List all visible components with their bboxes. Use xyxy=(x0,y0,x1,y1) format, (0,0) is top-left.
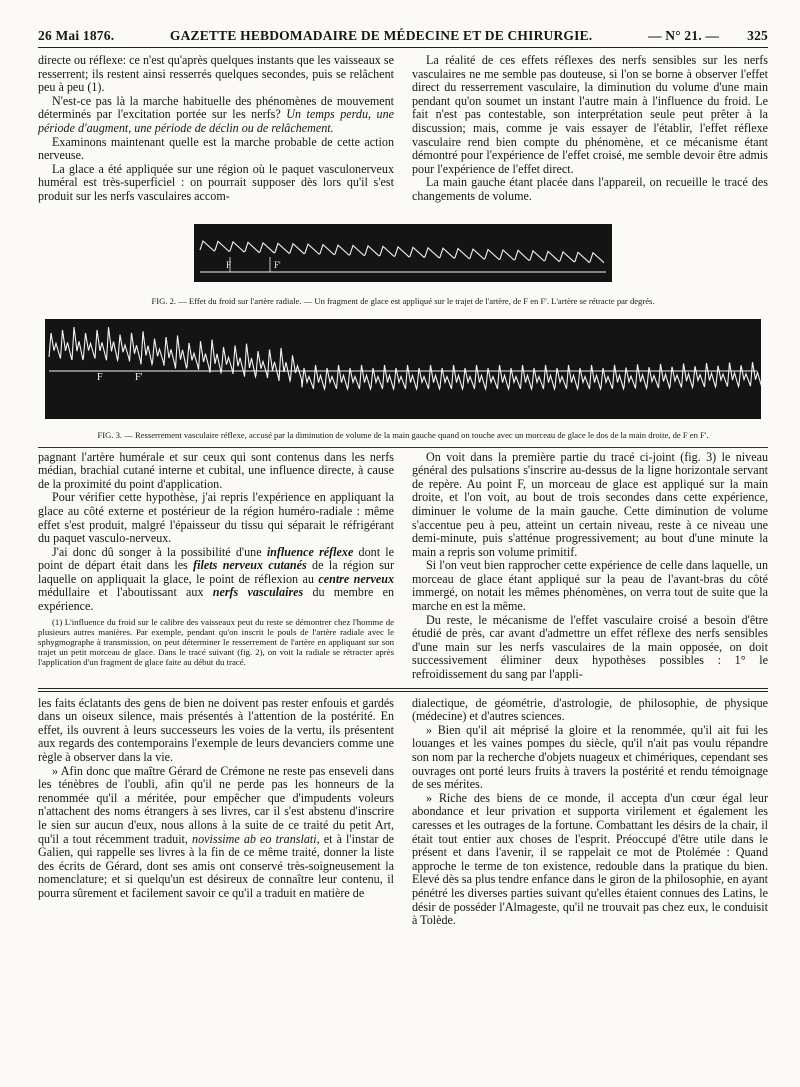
paragraph: dialectique, de géométrie, d'astrologie, de philosophie, de physique (médecine) et d'autres sciences. xyxy=(412,695,768,724)
figure-3-tracing xyxy=(45,319,761,419)
paragraph: Pour vérifier cette hypothèse, j'ai repris l'expérience en appliquant la glace au côté externe et postérieur de la région huméro-radiale : même effet s'est produit, malgré l'épaisseur du tissu qui séparait le réfrigérant du paquet vasculo-nerveux. xyxy=(38,490,394,546)
top-right-column xyxy=(412,54,768,204)
marker-f-label: F xyxy=(97,371,103,383)
emphasis-run: filets nerveux cutanés xyxy=(193,558,307,573)
figure-2-tracing xyxy=(194,224,612,282)
figure-3-caption: FIG. 3. — Resserrement vasculaire réflexe, accusé par la diminution de volume de la main gauche quand on touche avec un morceau de glace le dos de la main droite, de F en F'. xyxy=(97,429,709,440)
text-run: médullaire et l'aboutissant aux xyxy=(38,585,213,600)
paragraph: On voit dans la première partie du tracé ci-joint (fig. 3) le niveau général des pulsations s'inscrire au-dessus de la ligne horizontale servant de repère. Au point F, un morceau de glace est appliqué sur la main droite, et l'on voit, au bout de trois secondes dans cette expérience, diminuer le volume de la main gauche. Cette diminution de volume s'accentue peu à peu, atteint un certain niveau, reste à ce niveau une demi-minute, puis s'atténue progressivement; au bout d'une minute la main a repris son volume primitif. xyxy=(412,449,768,559)
paragraph: La main gauche étant placée dans l'appareil, on recueille le tracé des changements de volume. xyxy=(412,175,768,203)
text-run: dont le point de départ était dans les xyxy=(38,544,395,573)
bottom-columns xyxy=(38,697,768,928)
paragraph: La réalité de ces effets réflexes des nerfs sensibles sur les nerfs vasculaires ne me semble pas douteuse, si l'on se borne à observer l'effet direct du resserrement vasculaire, la diminution du volume d'une main pendant qu'on soumet un instant l'autre main à l'influence du froid. Le fait n'est pas contestable, son interprétation seule peut prêter à la discussion; mais, comme je vais essayer de l'établir, l'effet réflexe vasculaire rend bien compte du phénomène, et ce mécanisme étant démontré pour l'expérience de l'effet croisé, me semble devoir être admis pour l'expérience de l'effet direct. xyxy=(412,53,768,176)
emphasis-run: nerfs vasculaires xyxy=(212,585,304,600)
paragraph xyxy=(38,95,394,136)
paragraph: » Bien qu'il ait méprisé la gloire et la renommée, qu'il ait fui les louanges et les vaines pompes du siècle, qu'il n'ait pas voulu répandre son nom par la recherche d'objets nuageux et chimériques, cependant ses ouvrages ont porté leurs fruits à travers la postérité et rendu témoignage de ses mérites. xyxy=(412,722,768,792)
marker-f2-label: F' xyxy=(135,371,143,383)
header-issue: — N° 21. — xyxy=(647,28,720,43)
figure-2-svg xyxy=(194,224,612,282)
italic-run: novissime ab eo translati xyxy=(192,831,317,846)
paragraph: » Riche des biens de ce monde, il accepta d'un cœur égal leur abondance et leur privation et supporta virilement et également les caresses et les outrages de la fortune. Combattant les désirs de la chair, il était tout entier aux choses de l'esprit. Préoccupé d'être utile dans le présent et dans l'avenir, il se rappelait ce mot de Ptolémée : Quand approche le terme de ton existence, redouble dans la pratique du bien. Elevé dès sa plus tendre enfance dans le giron de la philosophie, en ayant pénétré les diverses parties suivant qu'elles étaient connues des Latins, le désir de posséder l'Almageste, qu'il ne trouvait pas chez eux, le conduisit à Tolède. xyxy=(412,790,768,928)
paragraph: Si l'on veut bien rapprocher cette expérience de celle dans laquelle, un morceau de glace étant appliqué sur la peau de l'avant-bras du côté immergé, on notait les mêmes phénomènes, on verra tout de suite que la marche en est la même. xyxy=(412,558,768,614)
paragraph xyxy=(38,765,394,901)
section-divider xyxy=(38,688,768,689)
section-divider xyxy=(38,691,768,692)
marker-f2-label: F' xyxy=(274,259,281,270)
journal-page xyxy=(38,28,768,928)
bottom-left-column xyxy=(38,697,394,928)
header-title: GAZETTE HEBDOMADAIRE DE MÉDECINE ET DE CHIRURGIE. xyxy=(169,28,593,43)
divider xyxy=(38,447,768,448)
paragraph: les faits éclatants des gens de bien ne doivent pas rester enfouis et gardés dans un oiseux silence, mais présentés à l'attention de la postérité. En effet, ils ouvrent à leurs successeurs les voies de la vertu, ils présentent aux regards des contemporains l'exemple de leurs devanciers comme une règle à observer dans la vie. xyxy=(38,695,394,764)
top-left-column xyxy=(38,54,394,204)
footnote: (1) L'influence du froid sur le calibre des vaisseaux peut du reste se démontrer chez l'homme de plusieurs autres manières. Par exemple, pendant qu'on inscrit le pouls de l'artère radiale avec le sphygmographe à transmission, on peut déterminer le resserrement de l'artère en appliquant sur son trajet un petit morceau de glace. Dans le tracé suivant (fig. 2), on voit la radiale se rétracter après l'application d'un fragment de glace faite au début du tracé. xyxy=(38,616,394,668)
text-run: » Afin donc que maître Gérard de Crémone ne reste pas enseveli dans les ténèbres de l'oubli, afin qu'il ne perde pas les honneurs de la renommée qu'il a méritée, pour empêcher que d'impudents voleurs n'attachent des noms étrangers à ses livres, car il s'est abstenu d'inscrire le sien sur aucun d'eux, nous allons à la suite de ce traité du petit Art, qu'il a tout récemment traduit, xyxy=(38,763,394,846)
paragraph xyxy=(38,546,394,614)
text-run: de la région sur laquelle on appliquait la glace, le point de réflexion au xyxy=(38,558,394,586)
text-run: du membre en expérience. xyxy=(38,585,395,614)
paragraph: Du reste, le mécanisme de l'effet vasculaire croisé a besoin d'être étudié de près, car avant d'admettre un effet réflexe des nerfs sensibles d'une main sur les nerfs vasculaires de la main opposée, on doit successivement éliminer deux hypothèses possibles : 1° le refroidissement du sang par l'appli- xyxy=(412,612,768,682)
paragraph: La glace a été appliquée sur une région où le paquet vasculonerveux huméral est très-superficiel : on pourrait supposer dès lors qu'il s'est produit sur les nerfs vasculaires accom- xyxy=(38,161,394,203)
italic-run: Un temps perdu, une période d'augment, une période de déclin ou de relâchement. xyxy=(38,107,394,135)
paragraph: Examinons maintenant quelle est la marche probable de cette action nerveuse. xyxy=(38,134,394,163)
paragraph: pagnant l'artère humérale et sur ceux qui sont contenus dans les nerfs médian, brachial cutané interne et cubital, une influence directe, à cause de la proximité du point d'application. xyxy=(38,449,394,491)
running-header xyxy=(38,28,768,48)
bottom-right-column xyxy=(412,697,768,928)
middle-left-column xyxy=(38,451,394,682)
header-page-number: 325 xyxy=(747,28,768,43)
plethysmograph-tracing-line xyxy=(49,327,761,389)
marker-f-label: F xyxy=(226,259,232,270)
figure-3-svg xyxy=(45,319,761,419)
middle-columns xyxy=(38,451,768,682)
header-date: 26 Mai 1876. xyxy=(38,28,115,43)
figure-2-caption: FIG. 2. — Effet du froid sur l'artère radiale. — Un fragment de glace est appliqué sur le trajet de l'artère, de F en F'. L'artère se rétracte par degrés. xyxy=(151,295,655,306)
middle-right-column xyxy=(412,451,768,682)
emphasis-run: centre nerveux xyxy=(318,571,394,586)
header-number xyxy=(648,28,768,44)
text-run: J'ai donc dû songer à la possibilité d'une xyxy=(52,544,267,559)
top-columns xyxy=(38,54,768,204)
emphasis-run: influence réflexe xyxy=(266,544,354,559)
pulse-tracing-line xyxy=(200,241,604,263)
text-run: N'est-ce pas là la marche habituelle des phénomènes de mouvement déterminés par l'excitation portée sur les nerfs? xyxy=(38,93,394,122)
text-run: , et à l'instar de Galien, qui rappelle ses livres à la fin de ce même traité, donner la liste des écrits de Gérard, dont ses amis ont conservé très-soigneusement la nomenclature; et si quelqu'un est désireux de connaître leur contenu, il pourra sûrement et facilement savoir ce qu'il a traduit en matière de xyxy=(38,831,394,900)
paragraph: directe ou réflexe: ce n'est qu'après quelques instants que les vaisseaux se resserrent; ils restent ainsi resserrés quelques secondes, puis se relâchent peu à peu (1). xyxy=(38,53,394,95)
